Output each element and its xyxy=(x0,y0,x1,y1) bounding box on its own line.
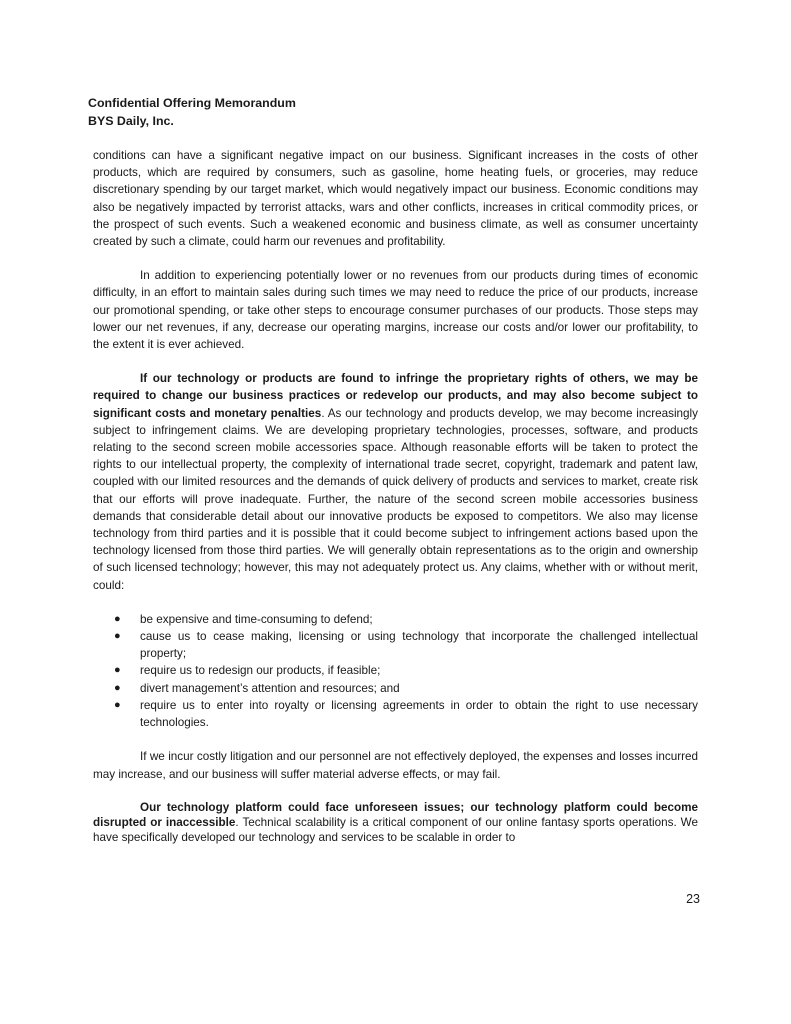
risk-body-infringement: As our technology and products develop, we may become increasingly subject to infringement claims. We are developing proprietary technologies, processes, software, and products relating to the second screen mobile accessories space. Although reasonable efforts will be taken to protect the rights to our intellectual property, the complexity of international trade secret, copyright, trademark and patent law, coupled with our limited resources and the demands of quick delivery of products and services to market, create risk that our efforts will prove inadequate. Further, the nature of the second screen mobile accessories business demands that considerable detail about our innovative products be exposed to competitors. We also may license technology from third parties and it is possible that it could become subject to infringement actions based upon the technology licensed from those third parties. We will generally obtain representations as to the origin and ownership of such licensed technology; however, this may not adequately protect us. Any claims, whether with or without merit, could: xyxy=(93,406,698,592)
bullet-icon: ● xyxy=(114,698,121,711)
paragraph-technology-platform xyxy=(93,800,698,846)
list-item xyxy=(93,628,698,662)
paragraph-economic-conditions: conditions can have a significant negative impact on our business. Significant increases in the costs of other products, which are required by consumers, such as gasoline, home heating fuels, or groceries, may reduce discretionary spending by our target market, which would negatively impact our business. Economic conditions may also be negatively impacted by terrorist attacks, wars and other conflicts, increases in critical commodity prices, or the prospect of such events. Such a weakened economic and business climate, as well as consumer uncertainty created by such a climate, could harm our revenues and profitability. xyxy=(93,149,698,249)
paragraph-infringement-risk xyxy=(93,370,698,594)
list-item xyxy=(93,680,698,697)
paragraph-litigation: If we incur costly litigation and our personnel are not effectively deployed, the expenses and losses incurred may increase, and our business will suffer material adverse effects, or may fail. xyxy=(93,750,698,781)
bullet-icon: ● xyxy=(114,681,121,694)
list-item-text: divert management’s attention and resources; and xyxy=(140,681,400,695)
risk-body-technology: Technical scalability is a critical component of our online fantasy sports operations. We have specifically developed our technology and services to be scalable in order to xyxy=(93,815,698,845)
claims-consequences-list xyxy=(93,611,698,731)
list-item xyxy=(93,697,698,731)
document-header xyxy=(88,94,698,130)
risk-heading-technology: Our technology platform could face unforeseen issues; our technology platform could become disrupted or inaccessible xyxy=(93,800,698,829)
paragraph-economic-difficulty: In addition to experiencing potentially lower or no revenues from our products during times of economic difficulty, in an effort to maintain sales during such times we may need to reduce the price of our products, increase our promotional spending, or take other steps to encourage consumer purchases of our products. Those steps may lower our net revenues, if any, decrease our operating margins, increase our costs and/or lower our profitability, to the extent it is ever achieved. xyxy=(93,269,698,352)
list-item-text: require us to redesign our products, if feasible; xyxy=(140,664,381,678)
bullet-icon: ● xyxy=(114,630,121,643)
bullet-icon: ● xyxy=(114,612,121,625)
list-item-text: be expensive and time-consuming to defend; xyxy=(140,612,373,626)
list-item xyxy=(93,611,698,628)
header-company: BYS Daily, Inc. xyxy=(88,114,174,128)
list-item-text: require us to enter into royalty or licensing agreements in order to obtain the right to use necessary technologies. xyxy=(140,698,698,730)
header-title: Confidential Offering Memorandum xyxy=(88,96,296,110)
risk-heading-period: . xyxy=(321,406,325,420)
page-number: 23 xyxy=(686,892,700,906)
list-item-text: cause us to cease making, licensing or using technology that incorporate the challenged intellectual property; xyxy=(140,630,698,661)
bullet-icon: ● xyxy=(114,664,121,677)
risk-heading-period: . xyxy=(235,815,239,829)
risk-heading-infringement: If our technology or products are found to infringe the proprietary rights of others, we may be required to change our business practices or redevelop our products, and may also become subject to significant costs and monetary penalties xyxy=(93,372,698,420)
document-body xyxy=(93,147,698,845)
list-item xyxy=(93,662,698,679)
